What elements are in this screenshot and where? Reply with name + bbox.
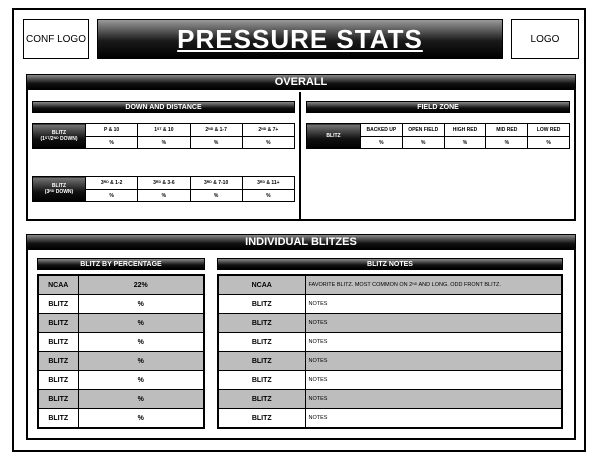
col-header: 3RD & 7-10 <box>190 177 242 190</box>
col-header: 3RD & 11+ <box>242 177 294 190</box>
blitz-name: BLITZ <box>218 352 305 371</box>
blitz-name: BLITZ <box>38 333 78 352</box>
overall-title-bar <box>26 74 576 90</box>
value-cell[interactable]: % <box>361 137 403 149</box>
blitz-pct[interactable]: % <box>78 314 204 333</box>
col-header: P & 10 <box>86 124 138 137</box>
blitz-early-down-label: BLITZ (1ST/2ND DOWN) <box>33 124 86 149</box>
notes-bar <box>217 258 563 270</box>
value-cell[interactable]: % <box>86 137 138 149</box>
individual-title-bar <box>26 234 576 250</box>
field-zone-table <box>306 123 570 149</box>
value-cell[interactable]: % <box>242 190 294 202</box>
field-zone-blitz-label: BLITZ <box>307 124 361 149</box>
table-row <box>218 352 562 371</box>
conf-logo-label: CONF LOGO <box>25 33 86 45</box>
down-distance-table-1 <box>32 123 295 149</box>
blitz-pct[interactable]: % <box>78 409 204 429</box>
blitz-pct-table <box>37 274 205 429</box>
down-distance-title: DOWN AND DISTANCE <box>125 103 202 111</box>
table-row <box>218 371 562 390</box>
col-header: HIGH RED <box>444 124 486 137</box>
blitz-name: BLITZ <box>38 390 78 409</box>
blitz-note[interactable]: NOTES <box>305 295 562 314</box>
blitz-name: NCAA <box>38 275 78 295</box>
down-distance-table-2 <box>32 176 295 202</box>
conf-logo-box <box>23 19 89 59</box>
col-header: MID RED <box>486 124 528 137</box>
value-cell[interactable]: % <box>138 190 190 202</box>
blitz-pct[interactable]: % <box>78 390 204 409</box>
blitz-pct[interactable]: % <box>78 352 204 371</box>
blitz-note[interactable]: NOTES <box>305 314 562 333</box>
blitz-note[interactable]: NOTES <box>305 333 562 352</box>
col-header: BACKED UP <box>361 124 403 137</box>
table-row <box>218 275 562 295</box>
col-header: OPEN FIELD <box>402 124 444 137</box>
value-cell[interactable]: % <box>138 137 190 149</box>
blitz-name: BLITZ <box>38 371 78 390</box>
blitz-note[interactable]: NOTES <box>305 371 562 390</box>
col-header: 2ND & 7+ <box>242 124 294 137</box>
table-row <box>218 314 562 333</box>
page-title: PRESSURE STATS <box>177 23 423 54</box>
blitz-pct[interactable]: % <box>78 333 204 352</box>
col-header: 3RD & 1-2 <box>86 177 138 190</box>
value-cell[interactable]: % <box>190 137 242 149</box>
value-cell[interactable]: % <box>86 190 138 202</box>
overall-divider <box>299 92 301 220</box>
by-pct-bar <box>37 258 205 270</box>
table-row <box>218 295 562 314</box>
value-cell[interactable]: % <box>528 137 570 149</box>
field-zone-bar <box>306 101 570 113</box>
value-cell[interactable]: % <box>444 137 486 149</box>
down-distance-bar <box>32 101 295 113</box>
table-row <box>218 409 562 429</box>
blitz-notes-table <box>217 274 563 429</box>
blitz-name: BLITZ <box>218 390 305 409</box>
col-header: 3RD & 3-6 <box>138 177 190 190</box>
blitz-pct[interactable]: 22% <box>78 275 204 295</box>
title-bar <box>97 19 503 59</box>
col-header: LOW RED <box>528 124 570 137</box>
blitz-pct[interactable]: % <box>78 295 204 314</box>
table-row <box>38 295 204 314</box>
blitz-pct[interactable]: % <box>78 371 204 390</box>
table-row <box>38 390 204 409</box>
blitz-note[interactable]: NOTES <box>305 352 562 371</box>
blitz-third-down-label: BLITZ (3RD DOWN) <box>33 177 86 202</box>
table-row <box>38 333 204 352</box>
blitz-name: NCAA <box>218 275 305 295</box>
table-row <box>218 390 562 409</box>
notes-title: BLITZ NOTES <box>367 260 413 268</box>
field-zone-title: FIELD ZONE <box>417 103 459 111</box>
by-pct-title: BLITZ BY PERCENTAGE <box>80 260 162 268</box>
team-logo-box <box>511 19 579 59</box>
blitz-name: BLITZ <box>38 409 78 429</box>
blitz-name: BLITZ <box>218 295 305 314</box>
value-cell[interactable]: % <box>486 137 528 149</box>
col-header: 2ND & 1-7 <box>190 124 242 137</box>
value-cell[interactable]: % <box>242 137 294 149</box>
blitz-name: BLITZ <box>38 295 78 314</box>
col-header: 1ST & 10 <box>138 124 190 137</box>
blitz-name: BLITZ <box>38 352 78 371</box>
blitz-name: BLITZ <box>218 333 305 352</box>
table-row <box>38 409 204 429</box>
table-row <box>38 314 204 333</box>
blitz-note[interactable]: FAVORITE BLITZ. MOST COMMON ON 2ND AND LONG. ODD FRONT BLITZ. <box>305 275 562 295</box>
table-row <box>38 352 204 371</box>
blitz-name: BLITZ <box>218 371 305 390</box>
blitz-name: BLITZ <box>218 409 305 429</box>
team-logo-label: LOGO <box>530 33 560 45</box>
table-row <box>38 275 204 295</box>
blitz-note[interactable]: NOTES <box>305 409 562 429</box>
value-cell[interactable]: % <box>402 137 444 149</box>
table-row <box>218 333 562 352</box>
individual-title: INDIVIDUAL BLITZES <box>245 236 357 248</box>
blitz-name: BLITZ <box>38 314 78 333</box>
value-cell[interactable]: % <box>190 190 242 202</box>
table-row <box>38 371 204 390</box>
blitz-note[interactable]: NOTES <box>305 390 562 409</box>
overall-title: OVERALL <box>274 76 328 88</box>
blitz-name: BLITZ <box>218 314 305 333</box>
